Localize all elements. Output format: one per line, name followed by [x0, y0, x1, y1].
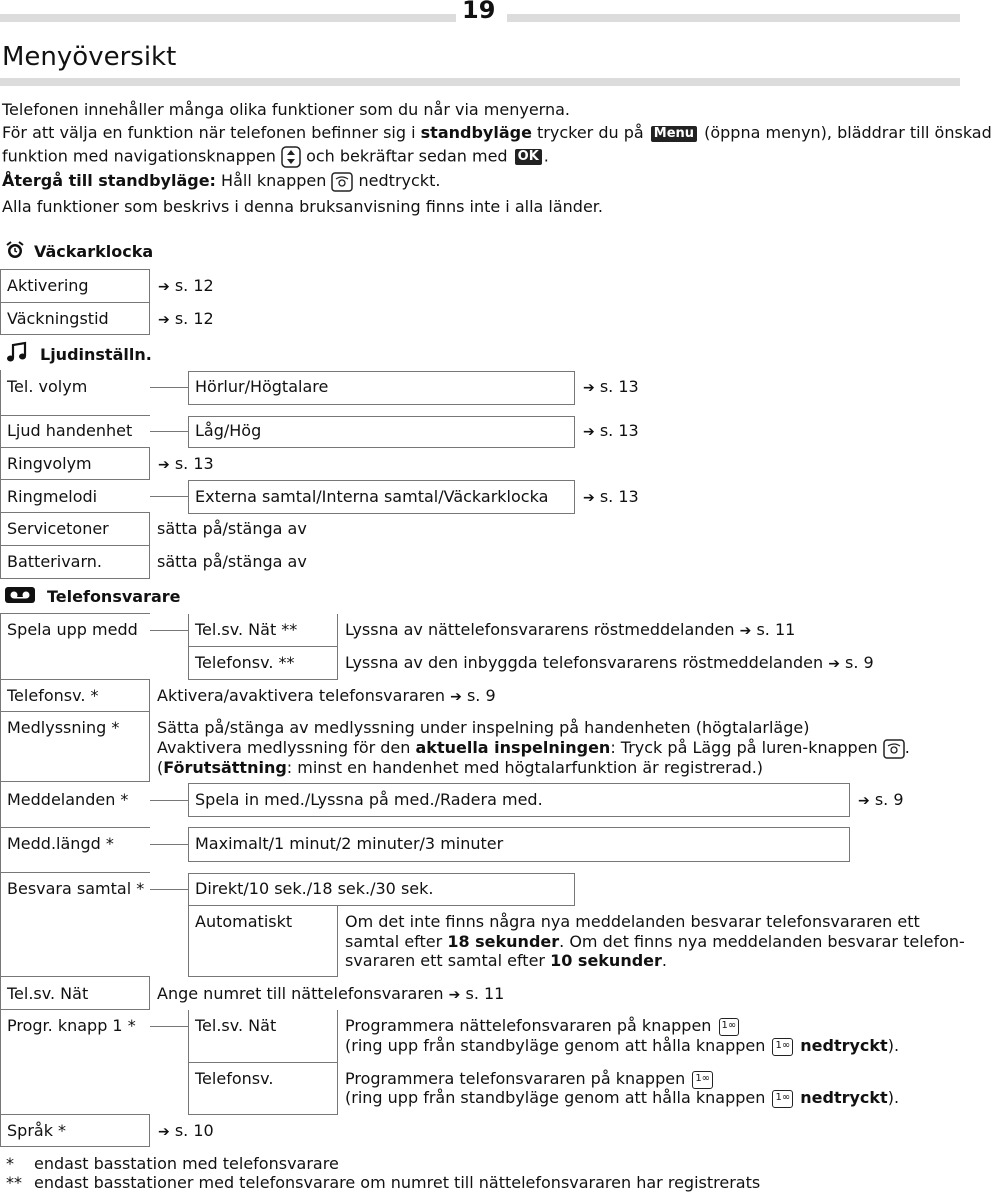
- arrow-right-icon: ➔: [583, 380, 595, 396]
- music-note-icon: [5, 340, 29, 364]
- tam-heading: Telefonsvarare: [47, 587, 181, 606]
- intro-line-1: Telefonen innehåller många olika funktioner som du når via menyerna.: [2, 100, 571, 119]
- ljud-handenhet-ref: ➔ s. 13: [583, 421, 639, 440]
- menu-item-sprak-label: Språk *: [7, 1121, 67, 1140]
- menu-item-ljud-handenhet-label: Ljud handenhet: [7, 421, 133, 440]
- arrow-right-icon: ➔: [858, 793, 870, 809]
- progr-local-desc-2: (ring upp från standbyläge genom att hålla knappen 1∞ nedtryckt).: [345, 1088, 900, 1107]
- option-meddlangd-label: Maximalt/1 minut/2 minuter/3 minuter: [195, 834, 504, 853]
- servicetoner-option: sätta på/stänga av: [157, 519, 307, 538]
- footnote-1: *: [6, 1154, 14, 1173]
- menu-item-spela-upp-label: Spela upp medd: [7, 620, 138, 639]
- arrow-right-icon: ➔: [158, 1124, 170, 1140]
- option-telefonsv-label: Telefonsv. **: [195, 653, 295, 672]
- navigation-key-icon: [281, 146, 301, 168]
- menu-item-medlyssning-label: Medlyssning *: [7, 718, 120, 737]
- medlyssning-desc-1: Sätta på/stänga av medlyssning under inspelning på handenheten (högtalarläge): [157, 718, 810, 737]
- option-meddelanden-label: Spela in med./Lyssna på med./Radera med.: [195, 790, 543, 809]
- menu-item-vackningstid-label: Väckningstid: [7, 309, 109, 328]
- telsv-nat-desc: Lyssna av nättelefonsvararens röstmeddelanden ➔ s. 11: [345, 620, 796, 639]
- menu-item-batterivarn-label: Batterivarn.: [7, 552, 102, 571]
- page-title: Menyöversikt: [2, 42, 177, 72]
- option-automatiskt-label: Automatiskt: [195, 912, 293, 931]
- meddlangd-connector: [150, 844, 188, 845]
- alarm-clock-icon: [5, 240, 25, 260]
- key-1-icon: 1∞: [772, 1038, 793, 1056]
- key-1-icon: 1∞: [719, 1018, 740, 1036]
- progr-net-desc-1: Programmera nättelefonsvararen på knappen 1∞: [345, 1016, 741, 1036]
- tel-volym-connector: [150, 387, 188, 388]
- batterivarn-option: sätta på/stänga av: [157, 552, 307, 571]
- vackningstid-ref: ➔ s. 12: [158, 309, 214, 328]
- arrow-right-icon: ➔: [583, 490, 595, 506]
- intro-line-3: funktion med navigationsknappen och bekräftar sedan med OK .: [2, 146, 549, 168]
- arrow-right-icon: ➔: [450, 689, 462, 705]
- ok-key-icon: OK: [515, 149, 542, 165]
- answering-machine-icon: [4, 586, 36, 604]
- arrow-right-icon: ➔: [828, 656, 840, 672]
- automatiskt-desc-1: Om det inte finns några nya meddelanden besvarar telefonsvararen ett: [345, 912, 920, 931]
- menu-item-ringmelodi-label: Ringmelodi: [7, 487, 98, 506]
- intro-line-2: För att välja en funktion när telefonen befinner sig i standbyläge trycker du på Menu (öppna menyn), bläddrar till önskad: [2, 123, 992, 142]
- header-rule-right: [507, 14, 960, 22]
- automatiskt-desc-2: samtal efter 18 sekunder. Om det finns nya meddelanden besvarar telefon-: [345, 932, 965, 951]
- arrow-right-icon: ➔: [583, 424, 595, 440]
- footnote-2: **: [6, 1173, 22, 1192]
- header-rule-left: [0, 14, 456, 22]
- telsv-nat-option: Ange numret till nättelefonsvararen ➔ s. 11: [157, 984, 505, 1003]
- menu-item-aktivering-label: Aktivering: [7, 276, 89, 295]
- menu-item-telsv-nat-label: Tel.sv. Nät: [7, 984, 89, 1003]
- key-1-icon: 1∞: [772, 1090, 793, 1108]
- arrow-right-icon: ➔: [158, 312, 170, 328]
- arrow-right-icon: ➔: [158, 279, 170, 295]
- option-horlur-hogtalare-label: Hörlur/Högtalare: [195, 377, 329, 396]
- option-progr-local-label: Telefonsv.: [195, 1069, 274, 1088]
- ringmelodi-ref: ➔ s. 13: [583, 487, 639, 506]
- end-call-key-icon: [883, 739, 905, 759]
- arrow-right-icon: ➔: [158, 457, 170, 473]
- title-rule: [0, 78, 960, 86]
- option-lag-hog-label: Låg/Hög: [195, 421, 262, 440]
- menu-item-ringvolym-label: Ringvolym: [7, 454, 92, 473]
- ljud-handenhet-connector: [150, 431, 188, 432]
- footnote-2-text: endast basstationer med telefonsvarare om numret till nättelefonsvararen har registrerats: [34, 1173, 761, 1192]
- menu-item-tel-volym-label: Tel. volym: [7, 377, 88, 396]
- progr-net-desc-2: (ring upp från standbyläge genom att hålla knappen 1∞ nedtryckt).: [345, 1036, 900, 1055]
- meddelanden-ref: ➔ s. 9: [858, 790, 904, 809]
- intro-line-5: Alla funktioner som beskrivs i denna bruksanvisning finns inte i alla länder.: [2, 197, 603, 216]
- progr-connector: [150, 1026, 188, 1027]
- footnote-1-text: endast basstation med telefonsvarare: [34, 1154, 339, 1173]
- arrow-right-icon: ➔: [739, 623, 752, 639]
- aktivering-ref: ➔ s. 12: [158, 276, 214, 295]
- medlyssning-desc-2: Avaktivera medlyssning för den aktuella inspelningen: Tryck på Lägg på luren-knappen .: [157, 738, 910, 757]
- tel-volym-ref: ➔ s. 13: [583, 377, 639, 396]
- key-1-icon: 1∞: [692, 1071, 713, 1089]
- page-number: 19: [462, 0, 496, 24]
- end-call-key-icon: [331, 172, 353, 192]
- arrow-right-icon: ➔: [448, 987, 461, 1003]
- automatiskt-desc-3: svararen ett samtal efter 10 sekunder.: [345, 951, 667, 970]
- progr-local-desc-1: Programmera telefonsvararen på knappen 1∞: [345, 1069, 715, 1089]
- intro-line-4: Återgå till standbyläge: Håll knappen nedtryckt.: [2, 171, 441, 190]
- option-telsv-nat-label: Tel.sv. Nät **: [195, 620, 298, 639]
- sprak-ref: ➔ s. 10: [158, 1121, 214, 1140]
- telefonsv-desc: Lyssna av den inbyggda telefonsvararens röstmeddelanden ➔ s. 9: [345, 653, 874, 672]
- menu-item-meddelanden-label: Meddelanden *: [7, 790, 129, 809]
- menu-item-telefonsv-label: Telefonsv. *: [7, 686, 99, 705]
- menu-item-progr-label: Progr. knapp 1 *: [7, 1016, 136, 1035]
- menu-item-besvara-label: Besvara samtal *: [7, 879, 145, 898]
- option-progr-net-label: Tel.sv. Nät: [195, 1016, 277, 1035]
- option-besvara-label: Direkt/10 sek./18 sek./30 sek.: [195, 879, 434, 898]
- menu-item-meddlangd-label: Medd.längd *: [7, 834, 114, 853]
- menu-key-icon: Menu: [651, 126, 697, 142]
- besvara-connector: [150, 889, 188, 890]
- option-ringmelodi-label: Externa samtal/Interna samtal/Väckarklocka: [195, 487, 549, 506]
- alarm-heading: Väckarklocka: [34, 242, 154, 261]
- telefonsv-option: Aktivera/avaktivera telefonsvararen ➔ s. 9: [157, 686, 496, 705]
- spela-upp-connector: [150, 630, 188, 631]
- sound-heading: Ljudinställn.: [40, 345, 152, 364]
- menu-item-servicetoner-label: Servicetoner: [7, 519, 109, 538]
- ringvolym-ref: ➔ s. 13: [158, 454, 214, 473]
- medlyssning-desc-3: (Förutsättning: minst en handenhet med högtalarfunktion är registrerad.): [157, 758, 764, 777]
- ringmelodi-connector: [150, 496, 188, 497]
- meddelanden-connector: [150, 800, 188, 801]
